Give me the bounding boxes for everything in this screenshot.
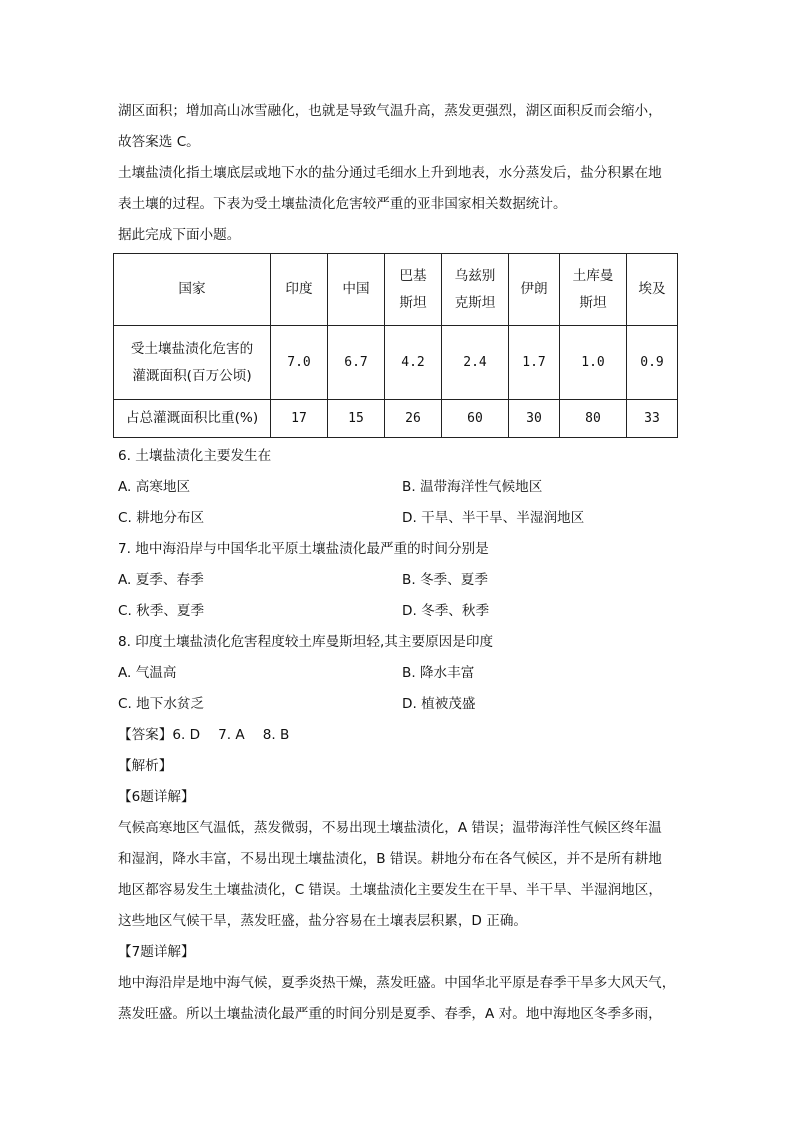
table-cell: 印度	[271, 254, 328, 326]
question-stem: 6. 土壤盐渍化主要发生在	[118, 448, 272, 464]
table-cell: 80	[560, 400, 627, 438]
option: B. 温带海洋性气候地区	[402, 479, 543, 495]
table-cell: 乌兹别 克斯坦	[442, 254, 509, 326]
question-stem: 8. 印度土壤盐渍化危害程度较土库曼斯坦轻,其主要原因是印度	[118, 634, 494, 650]
text-line: 和湿润，降水丰富，不易出现土壤盐渍化，B 错误。耕地分布在各气候区，并不是所有耕地	[118, 851, 662, 867]
text-line: 地中海沿岸是地中海气候，夏季炎热干燥，蒸发旺盛。中国华北平原是春季干旱多大风天气，	[118, 975, 676, 991]
table-cell: 埃及	[627, 254, 678, 326]
option: D. 冬季、秋季	[402, 603, 490, 619]
table-cell: 60	[442, 400, 509, 438]
text-line: 故答案选 C。	[118, 134, 200, 150]
answer-7: 7. A	[218, 727, 245, 743]
text-line: 蒸发旺盛。所以土壤盐渍化最严重的时间分别是夏季、春季，A 对。地中海地区冬季多雨，	[118, 1006, 662, 1022]
option-row	[118, 689, 684, 720]
answer-6: 6. D	[172, 727, 201, 743]
questions-section	[118, 441, 684, 1030]
salinization-data-table	[113, 253, 678, 438]
answer-label: 【答案】	[118, 727, 173, 743]
answer-line	[118, 720, 684, 751]
text-line: 据此完成下面小题。	[118, 227, 241, 243]
table-cell: 33	[627, 400, 678, 438]
q6-detail-label: 【6题详解】	[118, 789, 195, 805]
table-cell: 6.7	[328, 326, 385, 400]
table-cell: 26	[385, 400, 442, 438]
question-stem: 7. 地中海沿岸与中国华北平原土壤盐渍化最严重的时间分别是	[118, 541, 489, 557]
option: C. 地下水贫乏	[118, 696, 205, 712]
table-cell: 受土壤盐渍化危害的 灌溉面积(百万公顷)	[114, 326, 271, 400]
text-line: 土壤盐渍化指土壤底层或地下水的盐分通过毛细水上升到地表，水分蒸发后，盐分积累在地	[118, 165, 662, 181]
table-cell: 中国	[328, 254, 385, 326]
text-line: 表土壤的过程。下表为受土壤盐渍化危害较严重的亚非国家相关数据统计。	[118, 196, 567, 212]
table-cell: 1.7	[509, 326, 560, 400]
option: B. 冬季、夏季	[402, 572, 488, 588]
text-line: 地区都容易发生土壤盐渍化，C 错误。土壤盐渍化主要发生在干旱、半干旱、半湿润地区，	[118, 882, 662, 898]
option-row	[118, 596, 684, 627]
text-line: 这些地区气候干旱，蒸发旺盛，盐分容易在土壤表层积累，D 正确。	[118, 913, 528, 929]
option-row	[118, 472, 684, 503]
option: B. 降水丰富	[402, 665, 475, 681]
table-cell: 2.4	[442, 326, 509, 400]
q7-detail-label: 【7题详解】	[118, 944, 195, 960]
table-cell: 土库曼 斯坦	[560, 254, 627, 326]
option: A. 夏季、春季	[118, 572, 204, 588]
document-page	[118, 96, 684, 251]
table-row	[114, 400, 678, 438]
option: D. 植被茂盛	[402, 696, 476, 712]
table-cell: 7.0	[271, 326, 328, 400]
option: C. 耕地分布区	[118, 510, 205, 526]
table-row	[114, 326, 678, 400]
text-line: 湖区面积；增加高山冰雪融化，也就是导致气温升高，蒸发更强烈，湖区面积反而会缩小，	[118, 103, 662, 119]
table-cell: 17	[271, 400, 328, 438]
table-cell: 15	[328, 400, 385, 438]
table-cell: 伊朗	[509, 254, 560, 326]
table-cell: 0.9	[627, 326, 678, 400]
analysis-label: 【解析】	[118, 758, 173, 774]
option: D. 干旱、半干旱、半湿润地区	[402, 510, 585, 526]
option-row	[118, 658, 684, 689]
option-row	[118, 565, 684, 596]
option: A. 高寒地区	[118, 479, 191, 495]
option: C. 秋季、夏季	[118, 603, 205, 619]
option-row	[118, 503, 684, 534]
text-line: 气候高寒地区气温低，蒸发微弱，不易出现土壤盐渍化，A 错误；温带海洋性气候区终年温	[118, 820, 662, 836]
table-cell: 1.0	[560, 326, 627, 400]
table-cell: 巴基 斯坦	[385, 254, 442, 326]
option: A. 气温高	[118, 665, 177, 681]
table-cell: 占总灌溉面积比重(%)	[114, 400, 271, 438]
table-header-row	[114, 254, 678, 326]
answer-8: 8. B	[262, 727, 290, 743]
table-cell: 30	[509, 400, 560, 438]
table-cell: 国家	[114, 254, 271, 326]
table-cell: 4.2	[385, 326, 442, 400]
